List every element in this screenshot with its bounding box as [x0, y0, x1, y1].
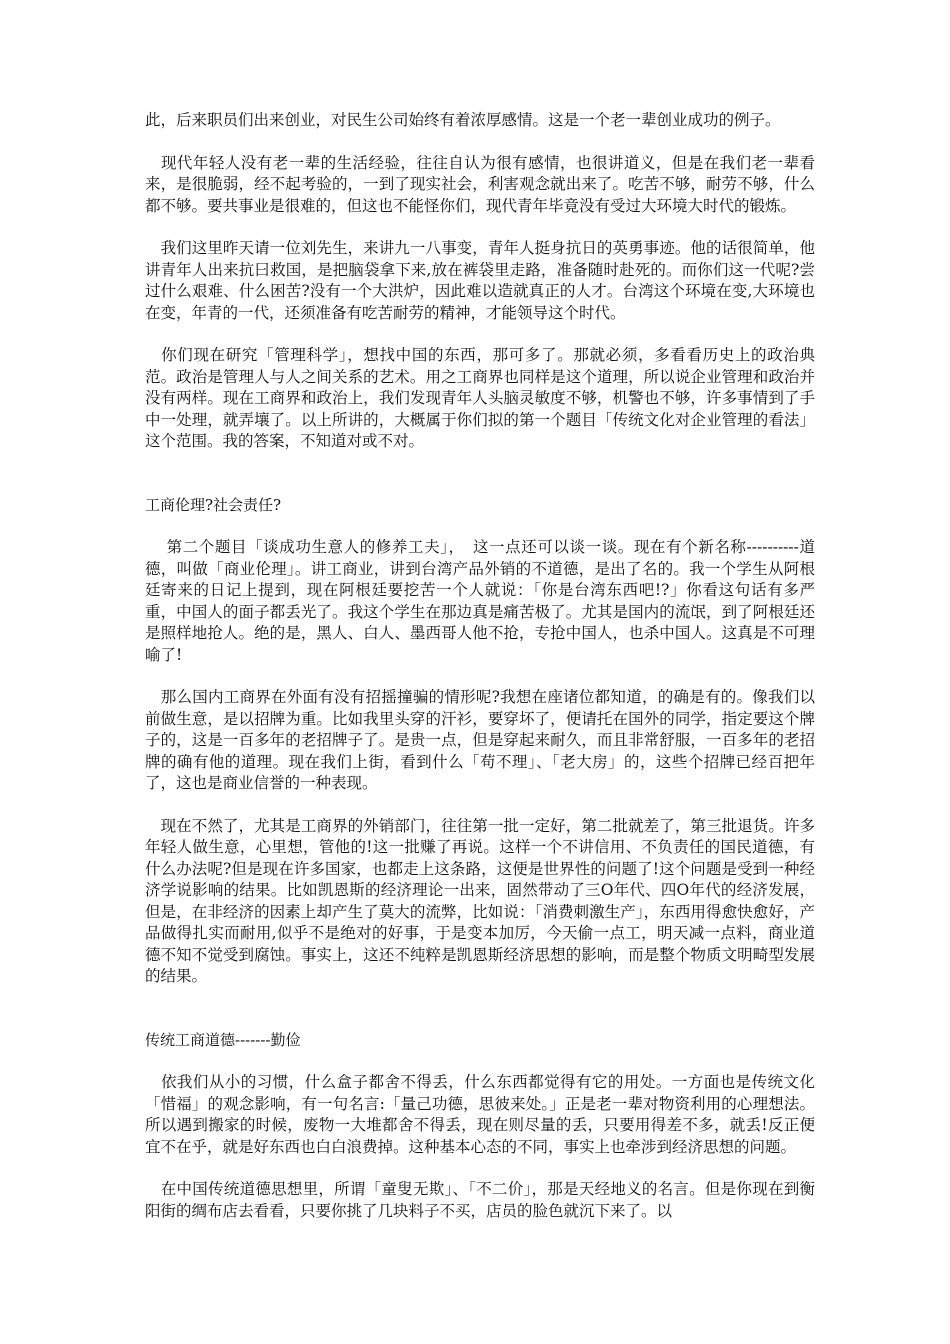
section1-paragraph-1: 第二个题目「谈成功生意人的修养工夫」， 这一点还可以谈一谈。现在有个新名称----------道德，叫做「商业伦理」。讲工商业，讲到台湾产品外销的不道德，是出了名的。我一个学生从阿根廷寄来的日记上提到，现在阿根廷要挖苦一个人就说：「你是台湾东西吧!?」你看这句话有多严重，中国人的面子都丢光了。我这个学生在那边真是痛苦极了。尤其是国内的流氓，到了阿根廷还是照样地抢人。绝的是，黑人、白人、墨西哥人他不抢，专抢中国人，也杀中国人。这真是不可理喻了!	[145, 538, 815, 664]
document-page	[145, 110, 815, 1243]
section-spacer	[145, 1009, 815, 1030]
paragraph-3: 我们这里昨天请一位刘先生，来讲九一八事变，青年人挺身抗日的英勇事迹。他的话很简单，他讲青年人出来抗曰救国，是把脑袋拿下来,放在裤袋里走路，准备随时赴死的。而你们这一代呢?尝过什么艰难、什么困苦?没有一个大洪炉，因此难以造就真正的人才。台湾这个环境在变,大环境也在变，年青的一代，还须准备有吃苦耐劳的精神，才能领导这个时代。	[145, 239, 815, 322]
paragraph-4: 你们现在研究「管理科学」，想找中国的东西，那可多了。那就必须，多看看历史上的政治典范。政治是管理人与人之间关系的艺术。用之工商界也同样是这个道理，所以说企业管理和政治并没有两样。现在工商界和政治上，我们发现青年人头脑灵敏度不够，机警也不够，许多事情到了手中一处理，就弄壤了。以上所讲的，大概属于你们拟的第一个题目「传统文化对企业管理的看法」这个范围。我的答案，不知道对或不对。	[145, 346, 815, 450]
section1-paragraph-3: 现在不然了，尤其是工商界的外销部门，往往第一批一定好，第二批就差了，第三批退货。许多年轻人做生意，心里想，管他的!这一批赚了再说。这样一个不讲信用、不负责任的国民道德，有什么办法呢?但是现在许多国家，也都走上这条路，这便是世界性的问题了!这个问题是受到一种经济学说影响的结果。比如凯恩斯的经济理论一出来，固然带动了三O年代、四O年代的经济发展，但是，在非经济的因素上却产生了莫大的流弊，比如说：「消费刺激生产」，东西用得愈快愈好，产品做得扎实而耐用,似乎不是绝对的好事，于是变本加厉，今天偷一点工，明天减一点料，商业道德不知不觉受到腐蚀。事实上，这还不纯粹是凯恩斯经济思想的影响，而是整个物质文明畸型发展的结果。	[145, 816, 815, 985]
section2-paragraph-2: 在中国传统道德思想里，所谓「童叟无欺」、「不二价」，那是天经地义的名言。但是你现在到衡阳街的绸布店去看看，只要你挑了几块料子不买，店员的脸色就沉下来了。以	[145, 1180, 815, 1220]
paragraph-2: 现代年轻人没有老一辈的生活经验，往往自认为很有感情，也很讲道义，但是在我们老一辈看来，是很脆弱，经不起考验的，一到了现实社会，利害观念就出来了。吃苦不够，耐劳不够，什么都不够。要共事业是很难的，但这也不能怪你们，现代青年毕竟没有受过大环境大时代的锻炼。	[145, 153, 815, 215]
section-spacer	[145, 474, 815, 495]
section1-paragraph-2: 那么国内工商界在外面有没有招摇撞骗的情形呢?我想在座诸位都知道，的确是有的。像我们以前做生意，是以招牌为重。比如我里头穿的汗衫，要穿坏了，便请托在国外的同学，指定要这个牌子的，这是一百多年的老招牌子了。是贵一点，但是穿起来耐久，而且非常舒服，一百多年的老招牌的确有他的道理。现在我们上街，看到什么「苟不理」、「老大房」的，这些个招牌已经百把年了，这也是商业信誉的一种表现。	[145, 688, 815, 792]
paragraph-1: 此，后来职员们出来创业，对民生公司始终有着浓厚感情。这是一个老一辈创业成功的例子。	[145, 111, 781, 129]
section-heading-business-ethics: 工商伦理?社会责任?	[145, 495, 282, 514]
section2-paragraph-1: 依我们从小的习惯，什么盒子都舍不得丢，什么东西都觉得有它的用处。一方面也是传统文化「惜福」的观念影响，有一句名言:「量己功德，思彼来处。」正是老一辈对物资利用的心理想法。所以遇到搬家的时候，废物一大堆都舍不得丢，现在则尽量的丢，只要用得差不多，就丢!反正便宜不在乎，就是好东西也白白浪费掉。这种基本心态的不同，事实上也牵涉到经济思想的问题。	[145, 1073, 815, 1156]
section-heading-traditional-ethics: 传统工商道德-------勤俭	[145, 1030, 301, 1049]
